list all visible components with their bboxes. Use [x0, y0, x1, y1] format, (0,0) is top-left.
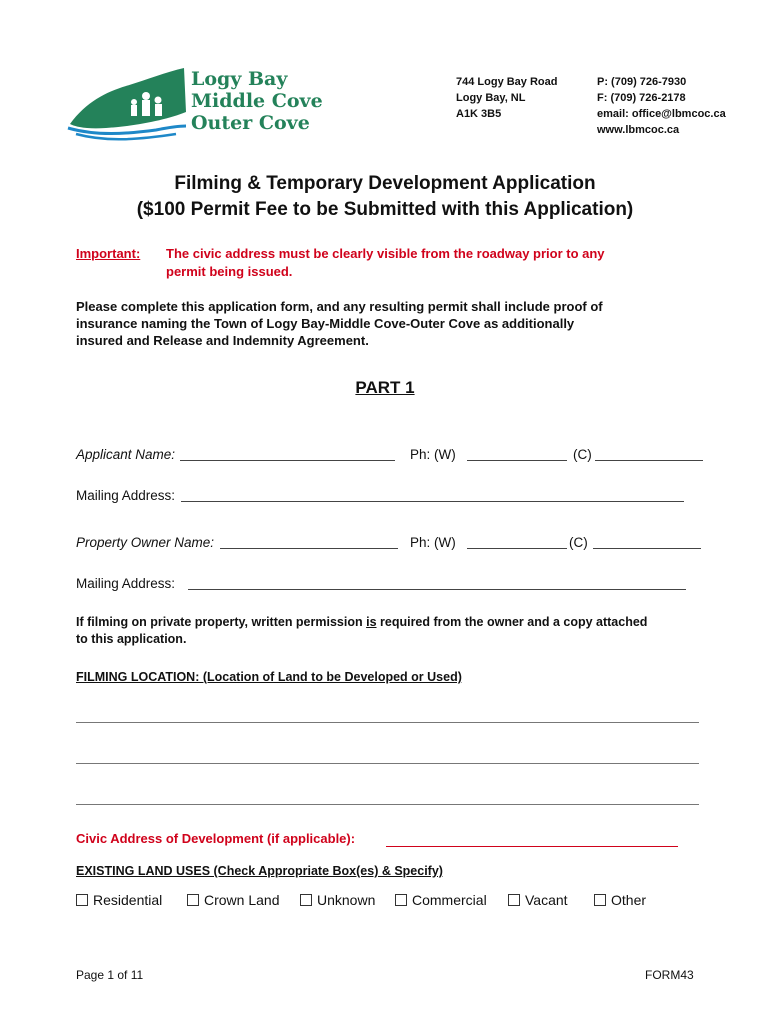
- document-title: Filming & Temporary Development Application: [174, 173, 596, 194]
- intro-line-2: insurance naming the Town of Logy Bay-Middle Cove-Outer Cove as additionally: [76, 316, 575, 331]
- applicant-phone-work-input[interactable]: [467, 460, 567, 461]
- existing-land-uses-heading: EXISTING LAND USES (Check Appropriate Box(es) & Specify): [76, 864, 443, 878]
- checkbox-icon[interactable]: [594, 894, 606, 906]
- contact-website: www.lbmcoc.ca: [597, 124, 680, 136]
- contact-block: [597, 74, 726, 138]
- contact-phone: P: (709) 726-7930: [597, 76, 687, 88]
- property-owner-name-input[interactable]: [220, 548, 398, 549]
- contact-email: email: office@lbmcoc.ca: [597, 108, 726, 120]
- address-block: [456, 74, 557, 122]
- owner-mailing-address-input[interactable]: [188, 589, 686, 590]
- filming-location-line-2[interactable]: [76, 763, 699, 764]
- civic-address-label: Civic Address of Development (if applicable):: [76, 831, 356, 846]
- land-use-residential[interactable]: [76, 892, 162, 908]
- filming-location-heading: FILMING LOCATION: (Location of Land to be Developed or Used): [76, 670, 462, 684]
- owner-phone-work-label: Ph: (W): [410, 535, 456, 550]
- checkbox-icon[interactable]: [395, 894, 407, 906]
- filming-location-line-3[interactable]: [76, 804, 699, 805]
- intro-line-1: Please complete this application form, and any resulting permit shall include proof of: [76, 299, 603, 314]
- intro-line-3: insured and Release and Indemnity Agreement.: [76, 333, 369, 348]
- land-use-label: Commercial: [412, 892, 487, 908]
- land-use-label: Unknown: [317, 892, 376, 908]
- owner-phone-cell-label: (C): [569, 535, 588, 550]
- checkbox-icon[interactable]: [76, 894, 88, 906]
- applicant-name-label: Applicant Name:: [76, 447, 176, 462]
- checkbox-icon[interactable]: [508, 894, 520, 906]
- owner-mailing-address-label: Mailing Address:: [76, 576, 176, 591]
- mailing-address-label: Mailing Address:: [76, 488, 176, 503]
- intro-paragraph: [76, 298, 603, 349]
- important-label: Important:: [76, 246, 141, 261]
- land-use-label: Crown Land: [204, 892, 280, 908]
- part-heading: PART 1: [355, 378, 415, 397]
- applicant-phone-cell-input[interactable]: [595, 460, 703, 461]
- land-use-unknown[interactable]: [300, 892, 375, 908]
- land-use-commercial[interactable]: [395, 892, 487, 908]
- address-postal: A1K 3B5: [456, 108, 502, 120]
- logo-line-2: Middle Cove: [191, 90, 323, 112]
- form-code: FORM43: [645, 968, 694, 982]
- civic-address-input[interactable]: [386, 846, 678, 847]
- contact-fax: F: (709) 726-2178: [597, 92, 686, 104]
- land-use-other[interactable]: [594, 892, 646, 908]
- checkbox-icon[interactable]: [300, 894, 312, 906]
- important-line-1: The civic address must be clearly visible from the roadway prior to any: [166, 246, 605, 261]
- property-owner-name-label: Property Owner Name:: [76, 535, 215, 550]
- private-property-line-1: [76, 614, 647, 631]
- owner-phone-cell-input[interactable]: [593, 548, 701, 549]
- document-subtitle: ($100 Permit Fee to be Submitted with this Application): [136, 199, 634, 220]
- page-number: Page 1 of 11: [76, 968, 144, 982]
- address-street: 744 Logy Bay Road: [456, 76, 558, 88]
- applicant-name-input[interactable]: [180, 460, 395, 461]
- logo-line-3: Outer Cove: [191, 112, 310, 134]
- private-property-is: is: [366, 615, 377, 629]
- private-property-before: If filming on private property, written permission: [76, 615, 367, 629]
- private-property-after: required from the owner and a copy attached: [376, 615, 648, 629]
- logo-graphic: [66, 62, 191, 144]
- land-use-crown-land[interactable]: [187, 892, 280, 908]
- filming-location-line-1[interactable]: [76, 722, 699, 723]
- owner-phone-work-input[interactable]: [467, 548, 567, 549]
- land-use-label: Vacant: [525, 892, 568, 908]
- land-use-label: Residential: [93, 892, 163, 908]
- land-use-vacant[interactable]: [508, 892, 568, 908]
- important-line-2: permit being issued.: [166, 264, 293, 279]
- applicant-phone-cell-label: (C): [573, 447, 592, 462]
- checkbox-icon[interactable]: [187, 894, 199, 906]
- town-logo: [66, 62, 326, 144]
- private-property-line-2: to this application.: [76, 632, 187, 646]
- applicant-phone-work-label: Ph: (W): [410, 447, 456, 462]
- land-use-label: Other: [611, 892, 647, 908]
- logo-line-1: Logy Bay: [191, 68, 288, 90]
- mailing-address-input[interactable]: [181, 501, 684, 502]
- address-city: Logy Bay, NL: [456, 92, 526, 104]
- private-property-note: [76, 614, 647, 648]
